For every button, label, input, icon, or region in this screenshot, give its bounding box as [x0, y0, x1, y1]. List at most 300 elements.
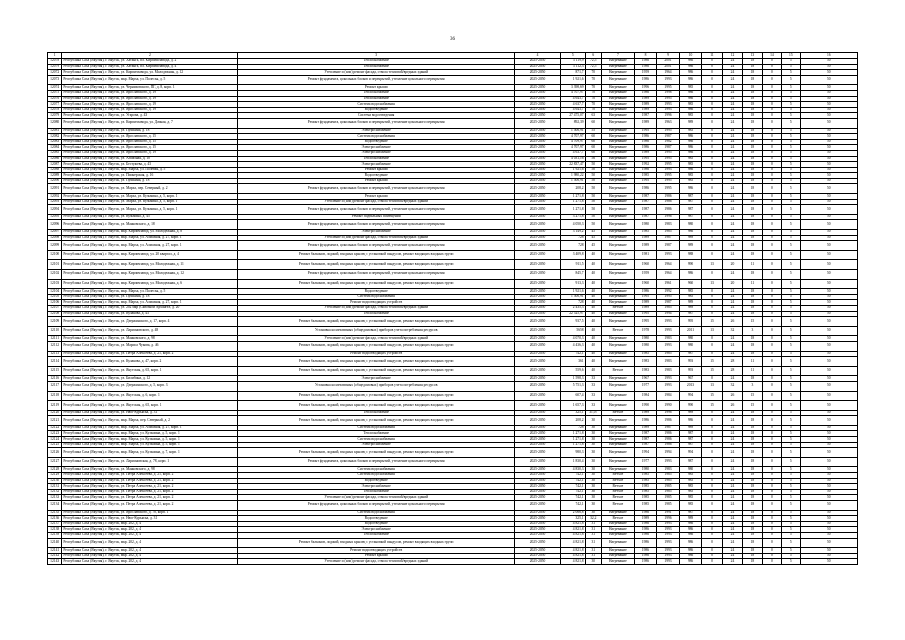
- address-cell: Республика Саха (Якутия), г. Якутск, ул. Марха, ул. Кузьмина, д. 5, корп. 1: [62, 194, 238, 200]
- col-14-cell: 0: [762, 156, 781, 162]
- work-type-cell: Водоотведение: [238, 139, 514, 145]
- work-type-cell: Электроснабжение: [238, 150, 514, 156]
- work-type-cell: Ремонт балконов, лоджий, входных крылец с установкой пандусов, ремонт входящих входных групп: [238, 341, 514, 351]
- condition-cell: Нагревание: [601, 317, 634, 327]
- area-cell: 27 475,07: [561, 113, 586, 119]
- year-commissioned-cell: 1986: [657, 437, 680, 443]
- area-cell: 742,1: [561, 478, 586, 484]
- col-16-cell: 50: [800, 250, 857, 260]
- col-11-cell: 0: [702, 516, 722, 522]
- col-15-cell: 5: [782, 521, 800, 527]
- address-cell: Республика Саха (Якутия), г. Якутск, ул. Ярославского, д. 19: [62, 96, 238, 102]
- year-built-cell: 1986: [634, 548, 657, 554]
- address-cell: Республика Саха (Якутия), г. Якутск, ул. Ларионовского, д. 48: [62, 326, 238, 336]
- col-14-cell: 0: [762, 199, 781, 205]
- wear-cell: 31: [585, 521, 601, 527]
- area-cell: 3 409,8: [561, 250, 586, 260]
- year-repair-cell: 986: [679, 167, 702, 173]
- area-cell: 22 525,97: [561, 311, 586, 317]
- column-number-header: 7: [601, 53, 634, 59]
- table-row: [48, 220, 858, 230]
- col-15-cell: 5: [782, 305, 800, 311]
- year-commissioned-cell: 1984: [657, 391, 680, 401]
- col-15-cell: 5: [782, 184, 800, 194]
- table-row: [48, 326, 858, 336]
- col-12-cell: 24: [722, 173, 742, 179]
- col-13-cell: 15: [743, 401, 762, 411]
- period-cell: 2025-2050: [514, 59, 560, 65]
- area-cell: 4 707,97: [561, 134, 586, 140]
- year-built-cell: 1989: [634, 300, 657, 306]
- col-16-cell: 50: [800, 145, 857, 151]
- row-number-cell: 12078: [48, 107, 62, 113]
- col-16-cell: 50: [800, 559, 857, 565]
- period-cell: 2025-2050: [514, 220, 560, 230]
- col-16-cell: 50: [800, 381, 857, 391]
- period-cell: 2025-2050: [514, 553, 560, 559]
- col-16-cell: 50: [800, 501, 857, 511]
- work-type-cell: Ремонт фундамента, цокольных блоков и перекрытий, утепление цокольного перекрытия: [238, 118, 514, 128]
- condition-cell: Нагревание: [601, 96, 634, 102]
- col-14-cell: 0: [762, 401, 781, 411]
- col-11-cell: 0: [702, 173, 722, 179]
- col-13-cell: 18: [743, 410, 762, 416]
- condition-cell: Нагревание: [601, 70, 634, 76]
- year-repair-cell: 988: [679, 250, 702, 260]
- year-repair-cell: 986: [679, 521, 702, 527]
- year-repair-cell: 987: [679, 437, 702, 443]
- col-14-cell: 0: [762, 326, 781, 336]
- year-repair-cell: 960: [679, 279, 702, 289]
- col-13-cell: 11: [743, 357, 762, 367]
- period-cell: 2025-2050: [514, 113, 560, 119]
- work-type-cell: Теплоснабжение: [238, 156, 514, 162]
- condition-cell: Нагревание: [601, 548, 634, 554]
- condition-cell: Ветхое: [601, 473, 634, 479]
- year-commissioned-cell: 1983: [657, 467, 680, 473]
- year-commissioned-cell: 1993: [657, 341, 680, 351]
- col-16-cell: 50: [800, 431, 857, 437]
- col-14-cell: 0: [762, 220, 781, 230]
- col-13-cell: 18: [743, 538, 762, 548]
- address-cell: Республика Саха (Якутия), г. Якутск, ул. Пушкина, д. 18: [62, 128, 238, 134]
- year-commissioned-cell: 1993: [657, 532, 680, 538]
- address-cell: Республика Саха (Якутия), г. Якутск, ул. Марха, ул. Кузьмина, д. 5, корп. 1: [62, 199, 238, 205]
- row-number-cell: 12140: [48, 538, 62, 548]
- condition-cell: Ветхое: [601, 305, 634, 311]
- col-13-cell: 3: [743, 381, 762, 391]
- row-number-cell: 12114: [48, 357, 62, 367]
- col-15-cell: 5: [782, 548, 800, 554]
- col-14-cell: 0: [762, 145, 781, 151]
- work-type-cell: Ремонт фундамента, цокольных блоков и перекрытий, утепление цокольного перекрытия: [238, 501, 514, 511]
- table-row: [48, 118, 858, 128]
- work-type-cell: Система водоснабжения: [238, 473, 514, 479]
- col-13-cell: 18: [743, 173, 762, 179]
- wear-cell: 70: [585, 75, 601, 85]
- col-15-cell: 5: [782, 391, 800, 401]
- area-cell: 1 506,91: [561, 178, 586, 184]
- work-type-cell: Ремонт фундамента, цокольных блоков и перекрытий, утепление цокольного перекрытия: [238, 457, 514, 467]
- row-number-cell: 12115: [48, 366, 62, 376]
- col-13-cell: 18: [743, 178, 762, 184]
- col-16-cell: 50: [800, 457, 857, 467]
- period-cell: 2025-2050: [514, 521, 560, 527]
- col-14-cell: 0: [762, 336, 781, 342]
- row-number-cell: 12098: [48, 235, 62, 241]
- col-13-cell: 18: [743, 300, 762, 306]
- year-built-cell: 1985: [634, 473, 657, 479]
- condition-cell: Нагревание: [601, 425, 634, 431]
- condition-cell: Нагревание: [601, 64, 634, 70]
- year-commissioned-cell: 1995: [657, 294, 680, 300]
- col-15-cell: 5: [782, 194, 800, 200]
- col-14-cell: 0: [762, 527, 781, 533]
- address-cell: Республика Саха (Якутия), г. Якутск, ул. Ярославского, д. 15: [62, 134, 238, 140]
- col-14-cell: 0: [762, 167, 781, 173]
- col-11-cell: 15: [702, 391, 722, 401]
- address-cell: Республика Саха (Якутия), г. Якутск, мкр. 202, д. 4: [62, 553, 238, 559]
- area-cell: 2 435,3: [561, 305, 586, 311]
- col-12-cell: 24: [722, 473, 742, 479]
- area-cell: 1 506,91: [561, 128, 586, 134]
- col-14-cell: 0: [762, 431, 781, 437]
- wear-cell: 56: [585, 156, 601, 162]
- year-built-cell: 1985: [634, 495, 657, 501]
- wear-cell: 40: [585, 326, 601, 336]
- row-number-cell: 12130: [48, 478, 62, 484]
- address-cell: Республика Саха (Якутия), г. Якутск, ул. Алмазная, д. 10: [62, 156, 238, 162]
- condition-cell: Нагревание: [601, 357, 634, 367]
- condition-cell: Ветхое: [601, 495, 634, 501]
- year-repair-cell: 990: [679, 401, 702, 411]
- col-16-cell: 50: [800, 107, 857, 113]
- condition-cell: Нагревание: [601, 205, 634, 215]
- work-type-cell: Ремонт балконов, лоджий, входных крылец с установкой пандусов, ремонт входящих входных групп: [238, 416, 514, 426]
- wear-cell: 31,07: [585, 410, 601, 416]
- col-16-cell: 50: [800, 156, 857, 162]
- col-15-cell: 5: [782, 559, 800, 565]
- work-type-cell: Электроснабжение: [238, 162, 514, 168]
- col-11-cell: 0: [702, 107, 722, 113]
- col-11-cell: 0: [702, 199, 722, 205]
- year-repair-cell: 989: [679, 305, 702, 311]
- year-commissioned-cell: 1995: [657, 156, 680, 162]
- col-12-cell: 24: [722, 305, 742, 311]
- table-row: [48, 448, 858, 458]
- col-16-cell: 50: [800, 162, 857, 168]
- wear-cell: 50: [585, 167, 601, 173]
- condition-cell: Нагревание: [601, 173, 634, 179]
- year-built-cell: 1986: [634, 134, 657, 140]
- col-16-cell: 50: [800, 416, 857, 426]
- address-cell: Республика Саха (Якутия), г. Якутск, ул. Мариса Чукова, д. 46: [62, 341, 238, 351]
- work-type-cell: Утепление и (или) ремонт фасада, ствола тепловой/вредных зданий: [238, 305, 514, 311]
- area-cell: 3 271,8: [561, 214, 586, 220]
- address-cell: Республика Саха (Якутия), г. Якутск, ул. Ларионовская, д. 78, корп. 1: [62, 457, 238, 467]
- address-cell: Республика Саха (Якутия), г. Якутск, мкр. 202, д. 4: [62, 548, 238, 554]
- year-repair-cell: 2013: [679, 381, 702, 391]
- year-commissioned-cell: 1993: [657, 559, 680, 565]
- col-12-cell: 24: [722, 102, 742, 108]
- year-commissioned-cell: 1985: [657, 489, 680, 495]
- table-row: [48, 184, 858, 194]
- col-14-cell: 0: [762, 538, 781, 548]
- period-cell: 2025-2050: [514, 357, 560, 367]
- work-type-cell: Ремонт крыши: [238, 85, 514, 91]
- row-number-cell: 12091: [48, 184, 62, 194]
- col-15-cell: 5: [782, 241, 800, 251]
- col-13-cell: 18: [743, 548, 762, 554]
- col-14-cell: 0: [762, 311, 781, 317]
- row-number-cell: 12123: [48, 431, 62, 437]
- work-type-cell: Электроснабжение: [238, 527, 514, 533]
- year-commissioned-cell: 1983: [657, 336, 680, 342]
- period-cell: 2025-2050: [514, 559, 560, 565]
- col-14-cell: 0: [762, 294, 781, 300]
- work-type-cell: Утепление и (или) ремонт фасада, ствола тепловой/вредных зданий: [238, 559, 514, 565]
- col-12-cell: 24: [722, 289, 742, 295]
- address-cell: Республика Саха (Якутия), г. Якутск, ул. Пионерская, д. 16: [62, 173, 238, 179]
- column-number-header: 11: [702, 53, 722, 59]
- col-11-cell: 0: [702, 85, 722, 91]
- col-13-cell: 18: [743, 156, 762, 162]
- period-cell: 2025-2050: [514, 173, 560, 179]
- col-11-cell: 0: [702, 448, 722, 458]
- col-12-cell: 24: [722, 118, 742, 128]
- work-type-cell: Ремонт водоотводящих устройств: [238, 548, 514, 554]
- col-15-cell: 5: [782, 341, 800, 351]
- year-repair-cell: 986: [679, 270, 702, 280]
- year-built-cell: 1987: [634, 437, 657, 443]
- work-type-cell: Установка коллективных (общедомовых) приборов учета потребления ресурсов: [238, 381, 514, 391]
- col-12-cell: 24: [722, 467, 742, 473]
- table-row: [48, 270, 858, 280]
- period-cell: 2025-2050: [514, 294, 560, 300]
- col-12-cell: 24: [722, 553, 742, 559]
- condition-cell: Нагревание: [601, 250, 634, 260]
- area-cell: 742,1: [561, 484, 586, 490]
- col-13-cell: 18: [743, 205, 762, 215]
- col-13-cell: 11: [743, 260, 762, 270]
- year-built-cell: 1986: [634, 139, 657, 145]
- period-cell: 2025-2050: [514, 128, 560, 134]
- area-cell: 208,2: [561, 184, 586, 194]
- col-12-cell: 24: [722, 442, 742, 448]
- col-16-cell: 50: [800, 150, 857, 156]
- condition-cell: Нагревание: [601, 162, 634, 168]
- period-cell: 2025-2050: [514, 162, 560, 168]
- wear-cell: 50: [585, 205, 601, 215]
- year-built-cell: 1989: [634, 102, 657, 108]
- col-11-cell: 0: [702, 431, 722, 437]
- col-13-cell: 18: [743, 270, 762, 280]
- year-built-cell: 1987: [634, 199, 657, 205]
- col-16-cell: 50: [800, 118, 857, 128]
- address-cell: Республика Саха (Якутия), г. Якутск, ул. Дзержинского, д. 5, корп. 3: [62, 381, 238, 391]
- year-commissioned-cell: 1995: [657, 128, 680, 134]
- year-commissioned-cell: 1985: [657, 473, 680, 479]
- year-commissioned-cell: 1961: [657, 279, 680, 289]
- wear-cell: 30: [585, 484, 601, 490]
- year-commissioned-cell: 1995: [657, 178, 680, 184]
- col-12-cell: 24: [722, 134, 742, 140]
- col-11-cell: 0: [702, 416, 722, 426]
- work-type-cell: Водоотведение: [238, 173, 514, 179]
- year-commissioned-cell: 1990: [657, 401, 680, 411]
- period-cell: 2025-2050: [514, 442, 560, 448]
- area-cell: 742,1: [561, 501, 586, 511]
- col-16-cell: 50: [800, 484, 857, 490]
- year-repair-cell: 985: [679, 478, 702, 484]
- wear-cell: 40: [585, 357, 601, 367]
- wear-cell: 50: [585, 199, 601, 205]
- col-12-cell: 24: [722, 521, 742, 527]
- col-13-cell: 18: [743, 336, 762, 342]
- period-cell: 2025-2050: [514, 167, 560, 173]
- year-repair-cell: 987: [679, 510, 702, 516]
- wear-cell: 31: [585, 538, 601, 548]
- year-built-cell: 1985: [634, 484, 657, 490]
- col-16-cell: 50: [800, 214, 857, 220]
- table-row: [48, 241, 858, 251]
- col-11-cell: 0: [702, 484, 722, 490]
- address-cell: Республика Саха (Якутия), г. Якутск, ул. Кулакова, д. 43: [62, 311, 238, 317]
- row-number-cell: 12085: [48, 150, 62, 156]
- row-number-cell: 12078: [48, 59, 62, 65]
- row-number-cell: 12108: [48, 311, 62, 317]
- condition-cell: Нагревание: [601, 113, 634, 119]
- col-15-cell: 5: [782, 107, 800, 113]
- year-built-cell: 1985: [634, 501, 657, 511]
- year-built-cell: 1986: [634, 538, 657, 548]
- table-row: [48, 260, 858, 270]
- wear-cell: 50: [585, 194, 601, 200]
- area-cell: 937,5: [561, 317, 586, 327]
- year-repair-cell: 987: [679, 311, 702, 317]
- wear-cell: 40: [585, 294, 601, 300]
- year-repair-cell: 986: [679, 538, 702, 548]
- area-cell: 1 271,8: [561, 431, 586, 437]
- col-11-cell: 0: [702, 194, 722, 200]
- row-number-cell: 12073: [48, 75, 62, 85]
- col-15-cell: 5: [782, 270, 800, 280]
- period-cell: 2025-2050: [514, 401, 560, 411]
- period-cell: 2025-2050: [514, 300, 560, 306]
- col-13-cell: 18: [743, 425, 762, 431]
- col-15-cell: 5: [782, 516, 800, 522]
- work-type-cell: Теплоснабжение: [238, 59, 514, 65]
- col-11-cell: 0: [702, 178, 722, 184]
- column-number-header: 13: [743, 53, 762, 59]
- period-cell: 2025-2050: [514, 260, 560, 270]
- row-number-cell: 12120: [48, 410, 62, 416]
- year-repair-cell: 987: [679, 205, 702, 215]
- work-type-cell: Электроснабжение: [238, 128, 514, 134]
- col-13-cell: 18: [743, 75, 762, 85]
- year-repair-cell: 986: [679, 527, 702, 533]
- col-16-cell: 50: [800, 489, 857, 495]
- year-built-cell: 1989: [634, 516, 657, 522]
- year-built-cell: 1986: [634, 521, 657, 527]
- year-commissioned-cell: 1987: [657, 134, 680, 140]
- col-13-cell: 18: [743, 102, 762, 108]
- condition-cell: Нагревание: [601, 167, 634, 173]
- year-commissioned-cell: 1993: [657, 538, 680, 548]
- year-commissioned-cell: 1986: [657, 199, 680, 205]
- wear-cell: 70: [585, 90, 601, 96]
- work-type-cell: Водоотведение: [238, 289, 514, 295]
- col-13-cell: 18: [743, 145, 762, 151]
- work-type-cell: Установка коллективных (общедомовых) приборов учета потребления ресурсов: [238, 326, 514, 336]
- condition-cell: Нагревание: [601, 107, 634, 113]
- col-12-cell: 24: [722, 425, 742, 431]
- work-type-cell: Теплоснабжение: [238, 90, 514, 96]
- column-number-header: 2: [62, 53, 238, 59]
- condition-cell: Ветхое: [601, 484, 634, 490]
- year-commissioned-cell: 1993: [657, 167, 680, 173]
- col-12-cell: 24: [722, 59, 742, 65]
- work-type-cell: Ремонт подвальных помещений: [238, 214, 514, 220]
- col-12-cell: 24: [722, 527, 742, 533]
- period-cell: 2025-2050: [514, 205, 560, 215]
- area-cell: 325,1: [561, 410, 586, 416]
- col-14-cell: 0: [762, 559, 781, 565]
- col-12-cell: 28: [722, 357, 742, 367]
- row-number-cell: 12090: [48, 178, 62, 184]
- col-11-cell: 0: [702, 495, 722, 501]
- col-13-cell: 18: [743, 107, 762, 113]
- period-cell: 2025-2050: [514, 289, 560, 295]
- work-type-cell: Система водоснабжения: [238, 134, 514, 140]
- period-cell: 2025-2050: [514, 150, 560, 156]
- address-cell: Республика Саха (Якутия), г. Якутск, ул. Ярославского, д. 15: [62, 145, 238, 151]
- col-14-cell: 0: [762, 113, 781, 119]
- condition-cell: Нагревание: [601, 235, 634, 241]
- year-repair-cell: 986: [679, 75, 702, 85]
- year-commissioned-cell: 1993: [657, 376, 680, 382]
- col-16-cell: 50: [800, 366, 857, 376]
- year-commissioned-cell: 2001: [657, 64, 680, 70]
- row-number-cell: 12142: [48, 553, 62, 559]
- col-13-cell: 18: [743, 235, 762, 241]
- col-14-cell: 0: [762, 230, 781, 236]
- area-cell: 4 637,7: [561, 150, 586, 156]
- col-11-cell: 13: [702, 381, 722, 391]
- col-15-cell: 5: [782, 150, 800, 156]
- address-cell: Республика Саха (Якутия), г. Якутск, мкр. Кирпичзавод, ул. Молодежная, д. 11: [62, 260, 238, 270]
- address-cell: Республика Саха (Якутия), г. Якутск, ул. Ярославского, д. 19: [62, 107, 238, 113]
- work-type-cell: Водоотведение: [238, 521, 514, 527]
- work-type-cell: Ремонт фундамента, цокольных блоков и перекрытий, утепление цокольного перекрытия: [238, 184, 514, 194]
- condition-cell: Нагревание: [601, 416, 634, 426]
- col-12-cell: 24: [722, 478, 742, 484]
- col-16-cell: 50: [800, 532, 857, 538]
- row-number-cell: 12134: [48, 501, 62, 511]
- row-number-cell: 12136: [48, 516, 62, 522]
- row-number-cell: 12101: [48, 260, 62, 270]
- col-13-cell: 18: [743, 553, 762, 559]
- condition-cell: Нагревание: [601, 294, 634, 300]
- col-11-cell: 0: [702, 294, 722, 300]
- row-number-cell: 12074: [48, 85, 62, 91]
- year-repair-cell: 987: [679, 457, 702, 467]
- condition-cell: Ветхое: [601, 410, 634, 416]
- col-12-cell: 24: [722, 538, 742, 548]
- col-15-cell: 5: [782, 489, 800, 495]
- col-13-cell: 11: [743, 366, 762, 376]
- col-12-cell: 24: [722, 489, 742, 495]
